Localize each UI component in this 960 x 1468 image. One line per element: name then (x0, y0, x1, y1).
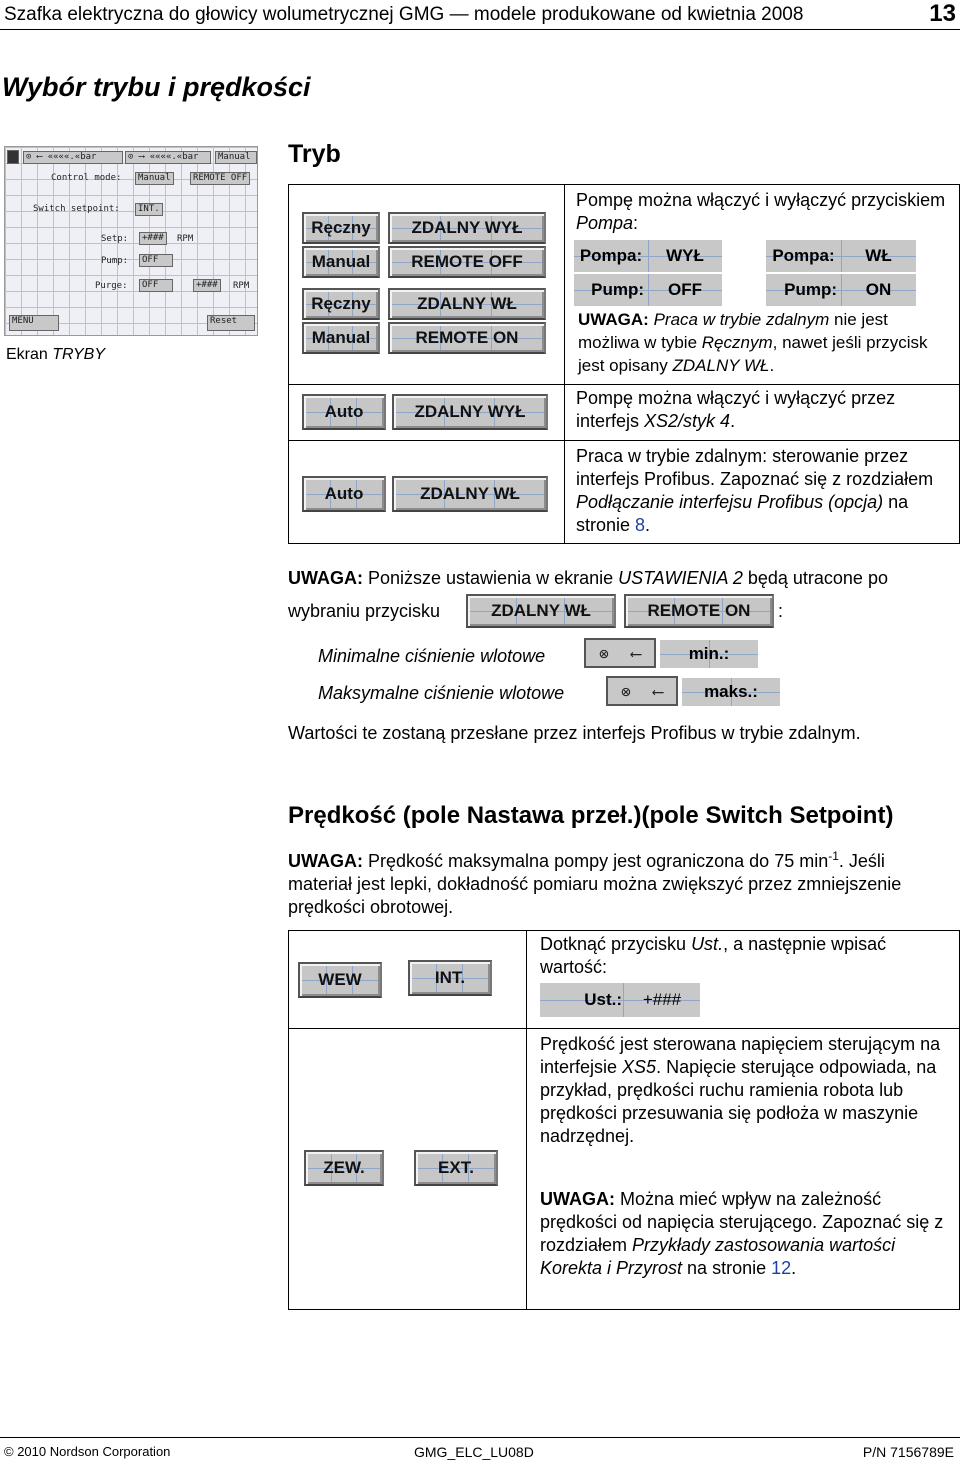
profibus-text: Wartości te zostaną przesłane przez interfejs Profibus w trybie zdalnym. (288, 723, 861, 743)
max-pressure-icon[interactable] (606, 676, 678, 706)
screen-rpm-unit: RPM (177, 234, 194, 244)
link-page-12[interactable]: 12 (771, 1258, 792, 1278)
reczny-button-2[interactable]: Ręczny (302, 288, 380, 320)
arrow-left-icon: ⟵ (631, 643, 641, 663)
pump-on-field: Pump: ON (766, 274, 916, 306)
speed-note: UWAGA: Prędkość maksymalna pompy jest ograniczona do 75 $\min^{-1}$. Jeśli materiał jest lepki, dokładność pomiaru można zwiększyć przez zmniejszenie prędkości obrotowej. (288, 849, 902, 917)
zdalny-wl-button-3[interactable]: ZDALNY WŁ (466, 594, 616, 628)
zdalny-wyl-button-2[interactable]: ZDALNY WYŁ (392, 394, 548, 430)
auto-button-2[interactable]: Auto (302, 476, 386, 512)
max-pressure-label: Maksymalne ciśnienie wlotowe (318, 683, 565, 703)
zdalny-wl-button-2[interactable]: ZDALNY WŁ (392, 476, 548, 512)
screen-pump-value[interactable]: OFF (139, 254, 173, 267)
screen-purge-value[interactable]: OFF (139, 279, 173, 292)
footer-copyright: © 2010 Nordson Corporation (4, 1444, 171, 1459)
footer-part-number: P/N 7156789E (862, 1444, 954, 1460)
screen-setp-label: Setp: (101, 234, 129, 244)
screen-manual-value[interactable]: Manual (135, 172, 174, 185)
screen-marker (7, 150, 19, 164)
gauge-icon: ⊗ (621, 681, 631, 701)
manual-button-1[interactable]: Manual (302, 246, 380, 278)
min-pressure-icon[interactable] (584, 638, 656, 668)
screen-purge-unit: RPM (233, 281, 250, 291)
wew-button[interactable]: WEW (298, 962, 382, 998)
remote-on-button-2[interactable]: REMOTE ON (624, 594, 774, 628)
screen-pump-label: Pump: (101, 256, 129, 266)
ust-field: Ust.: +### (540, 983, 700, 1017)
zdalny-wyl-button-1[interactable]: ZDALNY WYŁ (388, 212, 546, 244)
screen-switch-setpoint-label: Switch setpoint: (33, 204, 120, 214)
warning-text: UWAGA: Poniższe ustawienia w ekranie USTAWIENIA 2 będą utracone po (288, 568, 888, 588)
gauge-icon: ⊗ (599, 643, 609, 663)
zdalny-wl-button-1[interactable]: ZDALNY WŁ (388, 288, 546, 320)
int-description: Dotknąć przycisku Ust., a następnie wpisać wartość: (540, 934, 887, 977)
screen-purge-label: Purge: (95, 281, 128, 291)
int-button[interactable]: INT. (408, 960, 492, 996)
footer-doc-id: GMG_ELC_LU08D (414, 1444, 534, 1460)
auto-button-1[interactable]: Auto (302, 394, 386, 430)
pompa-wyl-field: Pompa: WYŁ (574, 240, 722, 272)
screen-control-mode-label: Control mode: (51, 173, 122, 183)
tryb-desc-auto-off: Pompę można włączyć i wyłączyć przez interfejs XS2/styk 4. (576, 388, 896, 431)
min-field: min.: (660, 640, 758, 668)
page-number: 13 (929, 0, 956, 27)
tryby-screen (4, 146, 258, 336)
arrow-left-icon: ⟵ (653, 681, 663, 701)
tryb-desc-auto-on: Praca w trybie zdalnym: sterowanie przez interfejs Profibus. Zapoznać się z rozdziałem Podłączanie interfejsu Profibus (opcja) na stronie 8. (576, 446, 934, 535)
manual-button-2[interactable]: Manual (302, 322, 380, 354)
warning-text-2: wybraniu przycisku (288, 601, 441, 621)
screen-int-value[interactable]: INT. (135, 203, 163, 216)
header-title: Szafka elektryczna do głowicy wolumetrycznej GMG — modele produkowane od kwietnia 2008 (4, 4, 804, 25)
remote-off-button[interactable]: REMOTE OFF (388, 246, 546, 278)
screen-remote-off-value[interactable]: REMOTE OFF (190, 172, 250, 185)
link-page-8[interactable]: 8 (635, 515, 646, 535)
ext-button[interactable]: EXT. (414, 1150, 498, 1186)
tryb-remote-note: UWAGA: Praca w trybie zdalnym nie jest możliwa w tybie Ręcznym, nawet jeśli przycisk jest opisany ZDALNY WŁ. (578, 310, 928, 375)
zew-button[interactable]: ZEW. (304, 1150, 384, 1186)
ext-description: Prędkość jest sterowana napięciem sterującym na interfejsie XS5. Napięcie sterujące odpowiada, na przykład, prędkości ruchu ramienia robota lub prędkości przesuwania się podłoża w maszynie nadrzędnej. (540, 1034, 941, 1146)
screen-bar-field-2: ⊙ ⟶ ««««.«bar (125, 151, 211, 164)
section-title: Wybór trybu i prędkości (2, 72, 311, 102)
tryb-heading: Tryb (288, 140, 341, 168)
tryb-desc-manual: Pompę można włączyć i wyłączyć przyciskiem Pompa: (576, 190, 946, 233)
screen-setp-value[interactable]: +### (139, 232, 167, 245)
min-pressure-label: Minimalne ciśnienie wlotowe (318, 646, 546, 666)
pump-off-field: Pump: OFF (574, 274, 722, 306)
max-field: maks.: (682, 678, 780, 706)
ext-note: UWAGA: Można mieć wpływ na zależność prędkości od napięcia sterującego. Zapoznać się z rozdziałem Przykłady zastosowania wartości Korekta i Przyrost na stronie 12. (540, 1189, 944, 1278)
screen-caption: Ekran TRYBY (6, 346, 105, 363)
reczny-button-1[interactable]: Ręczny (302, 212, 380, 244)
remote-on-button-1[interactable]: REMOTE ON (388, 322, 546, 354)
screen-manual-button[interactable]: Manual (215, 151, 257, 164)
page-header (0, 0, 960, 30)
screen-menu-button[interactable]: MENU (9, 315, 59, 331)
warning-colon: : (778, 601, 784, 621)
speed-heading: Prędkość (pole Nastawa przeł.)(pole Switch Setpoint) (288, 802, 894, 829)
pompa-wl-field: Pompa: WŁ (766, 240, 916, 272)
screen-purge-speed[interactable]: +### (193, 279, 221, 292)
screen-reset-button[interactable]: Reset (207, 315, 255, 331)
screen-bar-field-1: ⊙ ⟵ ««««.«bar (23, 151, 123, 164)
